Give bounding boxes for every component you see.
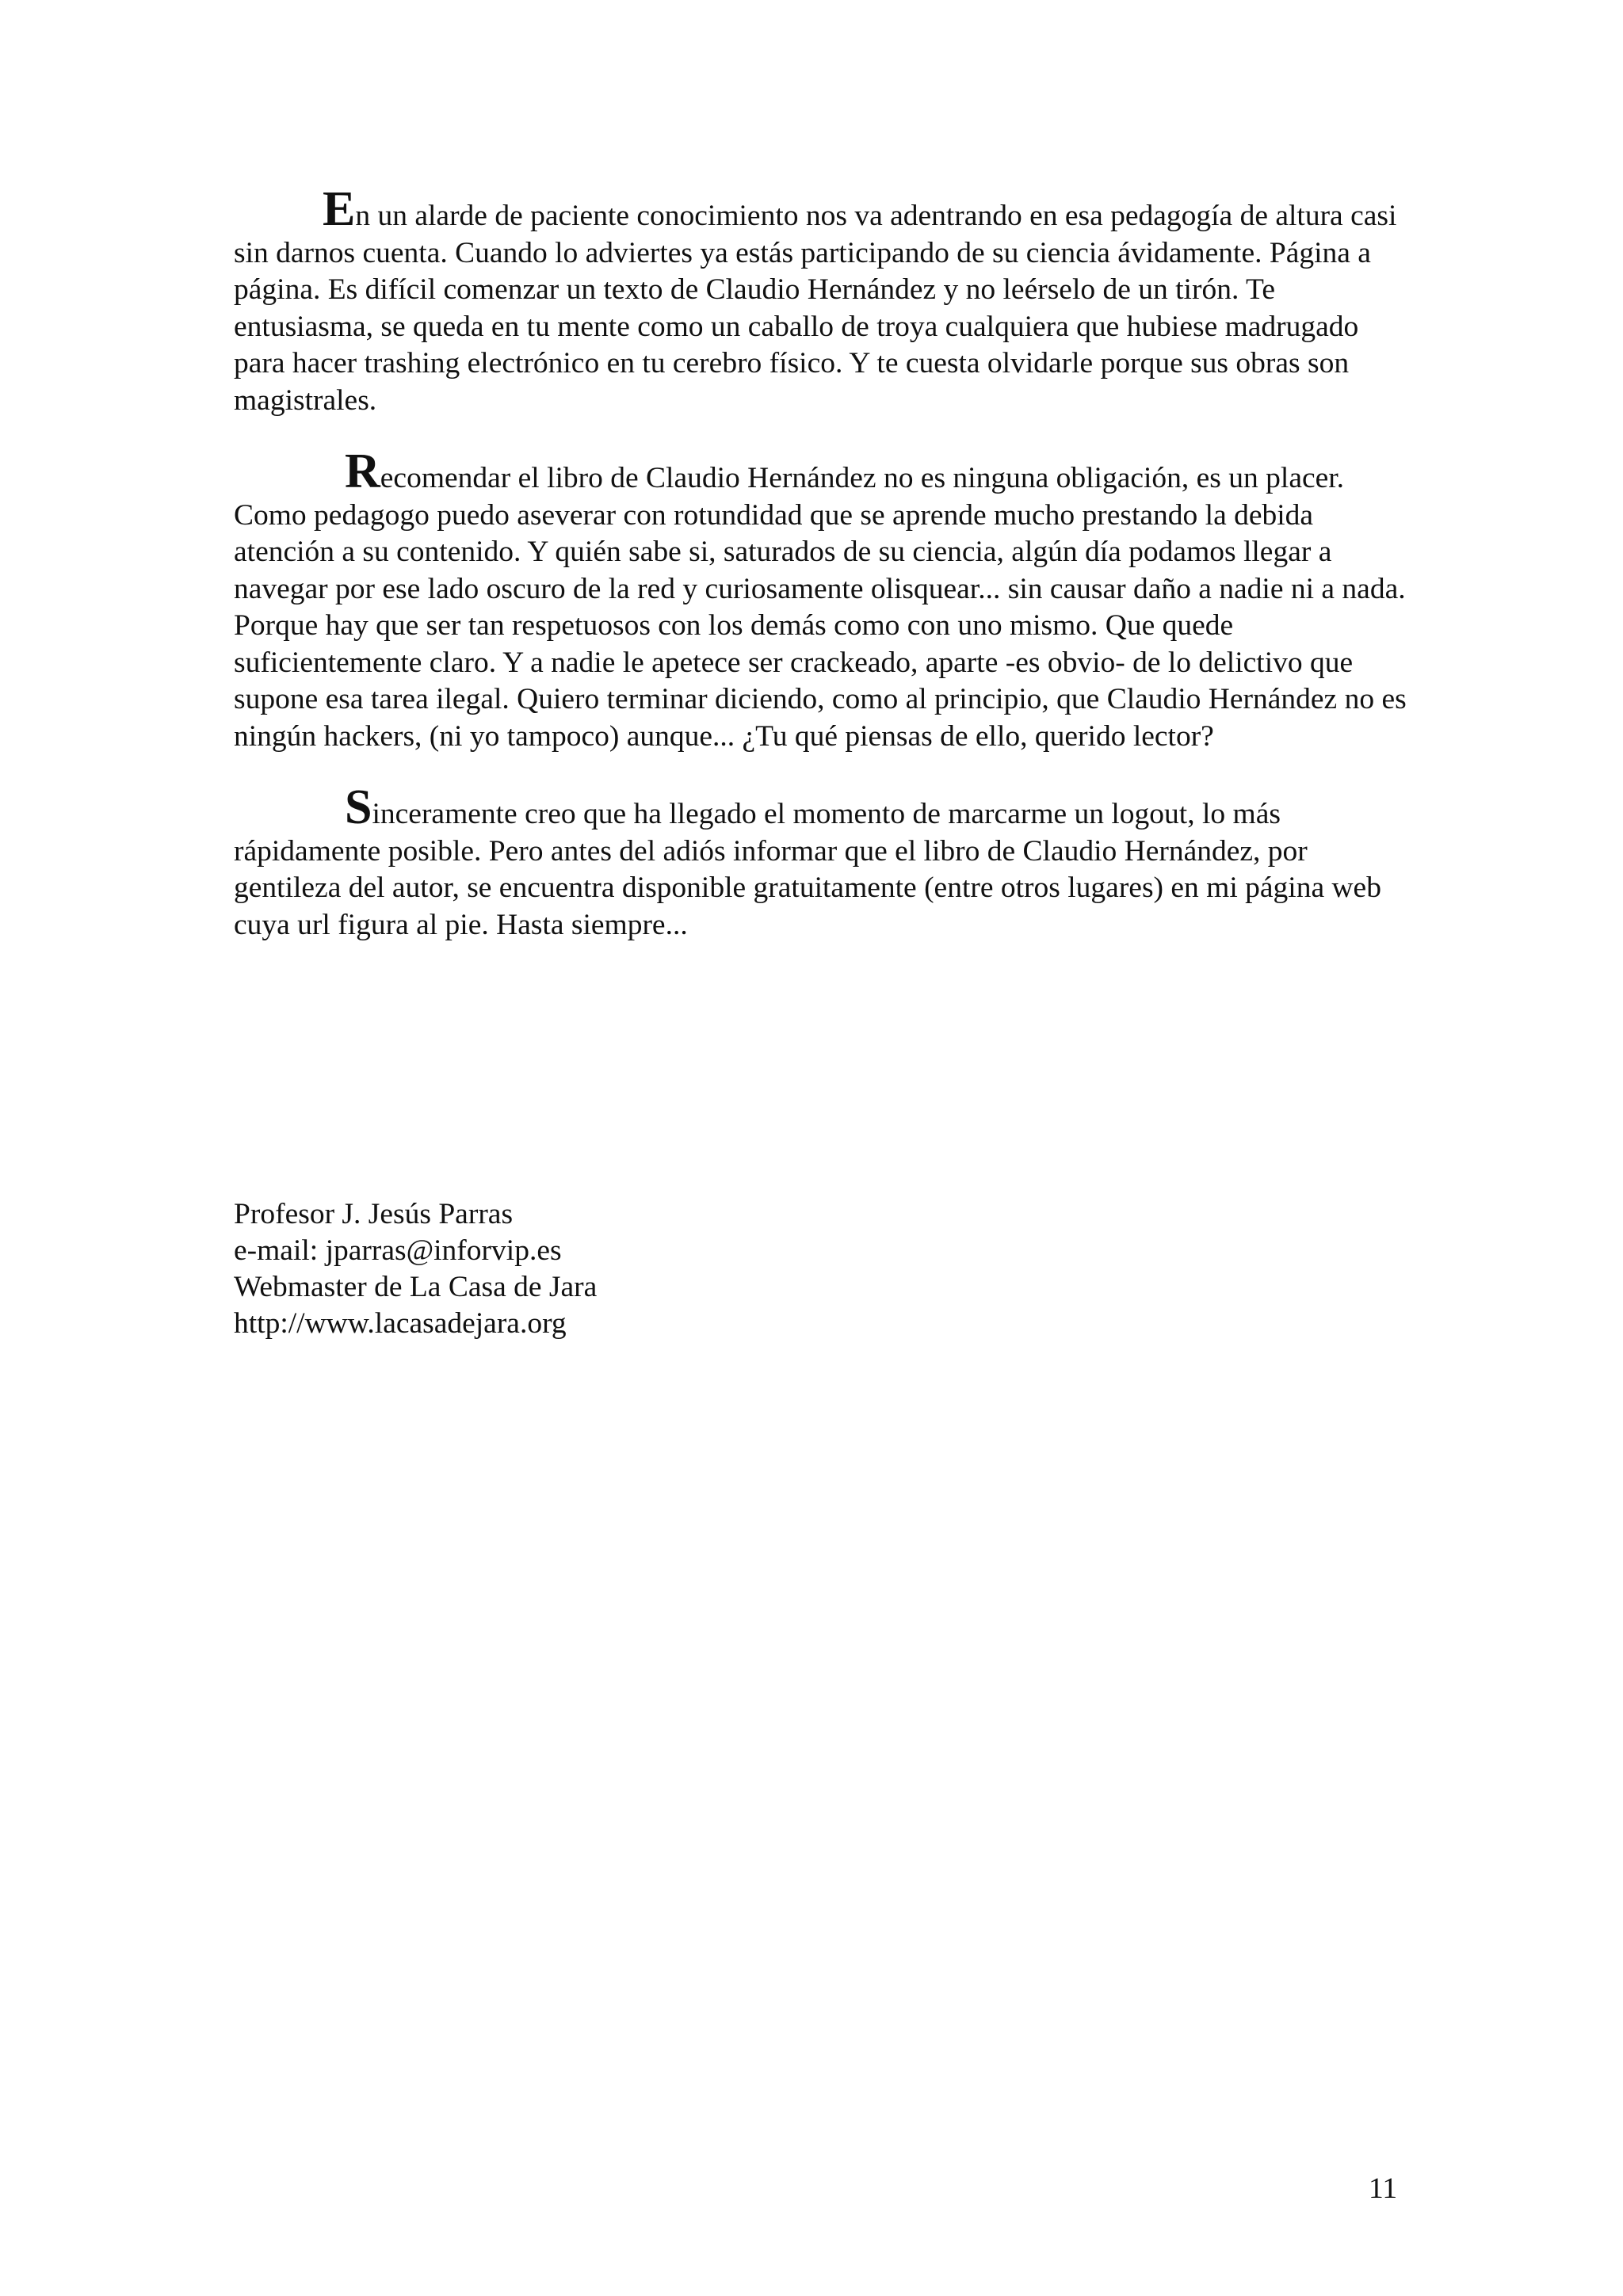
paragraph-1 xyxy=(234,182,1415,419)
author-name: Profesor J. Jesús Parras xyxy=(234,1198,514,1230)
initial-capital: E xyxy=(323,182,356,236)
signature-block xyxy=(234,1196,597,1342)
body-text xyxy=(234,182,1415,985)
paragraph-text: inceramente creo que ha llegado el momento de marcarme un logout, lo más rápidamente posible. Pero antes del adiós informar que el libro de Claudio Hernández, por gentileza del autor, se encuentra disponible gratuitamente (entre otros lugares) en mi página web cuya url figura al pie. Hasta siempre... xyxy=(234,798,1381,941)
paragraph-text: n un alarde de paciente conocimiento nos va adentrando en esa pedagogía de altura casi sin darnos cuenta. Cuando lo adviertes ya estás participando de su ciencia ávidamente. Página a página. Es difícil comenzar un texto de Claudio Hernández y no leérselo de un tirón. Te entusiasma, se queda en tu mente como un caballo de troya cualquiera que hubiese madrugado para hacer trashing electrónico en tu cerebro físico. Y te cuesta olvidarle porque sus obras son magistrales. xyxy=(234,200,1397,417)
author-email: e-mail: jparras@inforvip.es xyxy=(234,1234,562,1267)
page-number: 11 xyxy=(1369,2172,1398,2205)
paragraph-2 xyxy=(234,444,1415,755)
paragraph-3 xyxy=(234,780,1415,944)
website-link[interactable]: http://www.lacasadejara.org xyxy=(234,1307,567,1340)
initial-capital: R xyxy=(345,444,380,498)
author-role: Webmaster de La Casa de Jara xyxy=(234,1271,598,1303)
initial-capital: S xyxy=(345,780,372,834)
paragraph-text: ecomendar el libro de Claudio Hernández no es ninguna obligación, es un placer. Como pedagogo puedo aseverar con rotundidad que se aprende mucho prestando la debida atención a su contenido. Y quién sabe si, saturados de su ciencia, algún día podamos llegar a navegar por ese lado oscuro de la red y curiosamente olisquear... sin causar daño a nadie ni a nada. Porque hay que ser tan respetuosos con los demás como con uno mismo. Que quede suficientemente claro. Y a nadie le apetece ser crackeado, aparte -es obvio- de lo delictivo que supone esa tarea ilegal. Quiero terminar diciendo, como al principio, que Claudio Hernández no es ningún hackers, (ni yo tampoco) aunque... ¿Tu qué piensas de ello, querido lector? xyxy=(234,462,1407,753)
